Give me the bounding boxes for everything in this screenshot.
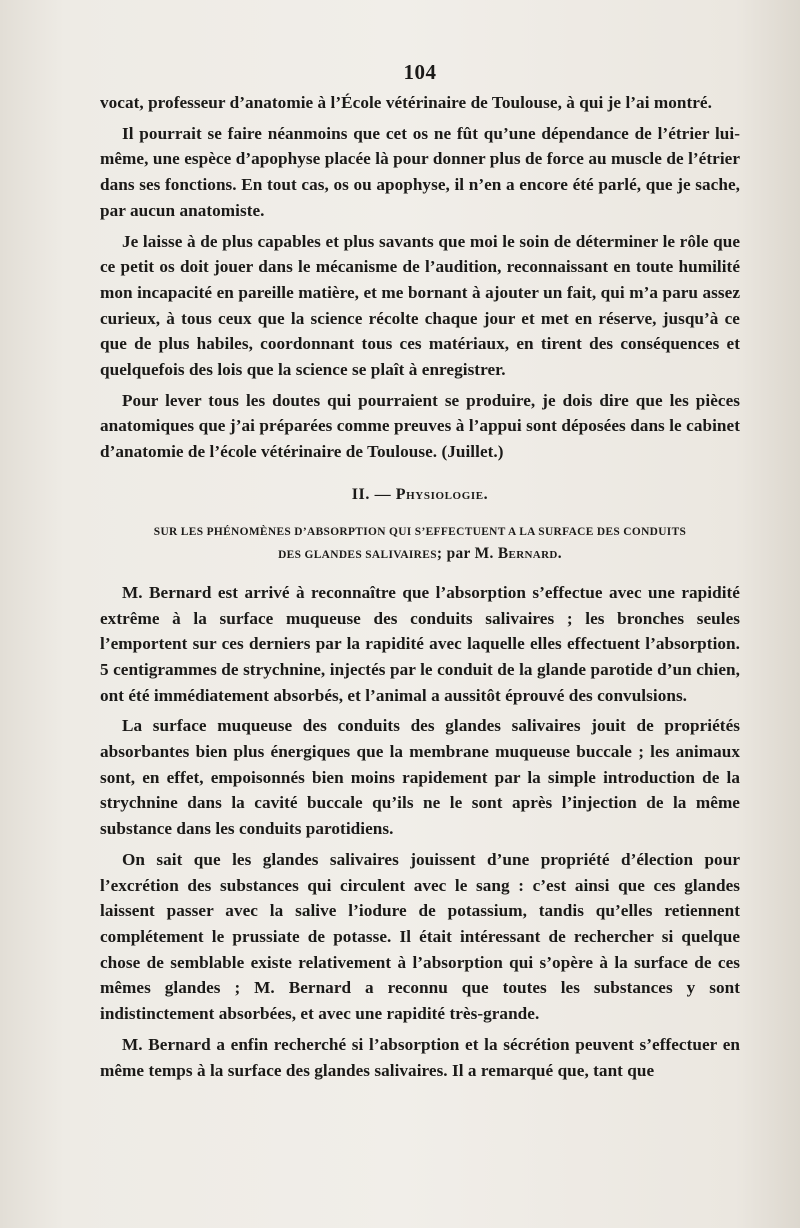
article-title-end: .	[557, 544, 562, 562]
article-author: Bernard	[497, 544, 558, 562]
paragraph: M. Bernard est arrivé à reconnaître que l’absorption s’effectue avec une rapidité extrême à la surface muqueuse des conduits salivaires ; les bronches seules l’emportent sur ces derniers par la rapidité avec laquelle elles effectuent l’absorption. 5 centigrammes de strychnine, injectés par le conduit de la glande parotide d’un chien, ont été immédiatement absorbés, et l’animal a aussitôt éprouvé des convulsions.	[100, 582, 740, 705]
article-title-line1: SUR LES PHÉNOMÈNES D’ABSORPTION QUI S’EFFECTUENT A LA SURFACE DES CONDUITS	[153, 525, 687, 538]
paragraph: Je laisse à de plus capables et plus savants que moi le soin de déterminer le rôle que ce petit os doit jouer dans le mécanisme de l’audition, reconnaissant en toute humilité mon incapacité en pareille matière, et me bornant à ajouter un fait, qui m’a paru assez curieux, à tous ceux que la science récolte chaque jour et met en réserve, jusqu’à ce que de plus habiles, coordonnant tous ces matériaux, en tirent des conséquences et quelquefois des lois que la science se plaît à enregistrer.	[100, 231, 740, 380]
article-title-line2	[100, 543, 740, 566]
page-number: 104	[403, 60, 437, 84]
paragraph: La surface muqueuse des conduits des glandes salivaires jouit de propriétés absorbantes bien plus énergiques que la membrane muqueuse buccale ; les animaux sont, en effet, empoisonnés bien moins rapidement par la simple introduction de la strychnine dans la cavité buccale qu’ils ne le sont après l’injection de la même substance dans les conduits parotidiens.	[100, 716, 740, 839]
paragraph: Pour lever tous les doutes qui pourraient se produire, je dois dire que les pièces anatomiques que j’ai préparées comme preuves à l’appui sont déposées dans le cabinet d’anatomie de l’école vétérinaire de Toulouse. (Juillet.)	[100, 390, 740, 462]
article-title-caps: DES GLANDES SALIVAIRES	[278, 548, 437, 561]
paragraph: M. Bernard a enfin recherché si l’absorption et la sécrétion peuvent s’effectuer en même temps à la surface des glandes salivaires. Il a remarqué que, tant que	[100, 1034, 740, 1080]
paragraph-continuation: vocat, professeur d’anatomie à l’École vétérinaire de Toulouse, à qui je l’ai montré.	[100, 93, 712, 112]
article-title	[100, 521, 740, 566]
paragraph: On sait que les glandes salivaires jouissent d’une propriété d’élection pour l’excrétion des substances qui circulent avec le sang : c’est ainsi que ces glandes laissent passer avec la salive l’iodure de potassium, tandis qu’elles retiennent complétement le prussiate de potasse. Il était intéressant de rechercher si quelque chose de semblable existe relativement à l’absorption qui s’opère à la surface de ces mêmes glandes ; M. Bernard a reconnu que toutes les substances y sont indistinctement absorbées, et avec une rapidité très-grande.	[100, 849, 740, 1024]
article-title-rest: ; par M.	[436, 544, 498, 562]
section-heading: II. — Physiologie.	[351, 485, 489, 503]
page-content	[100, 60, 740, 1083]
paragraph: Il pourrait se faire néanmoins que cet os ne fût qu’une dépendance de l’étrier lui-même, une espèce d’apophyse placée là pour donner plus de force au muscle de l’étrier dans ses fonctions. En tout cas, os ou apophyse, il n’en a encore été parlé, que je sache, par aucun anatomiste.	[100, 123, 740, 220]
